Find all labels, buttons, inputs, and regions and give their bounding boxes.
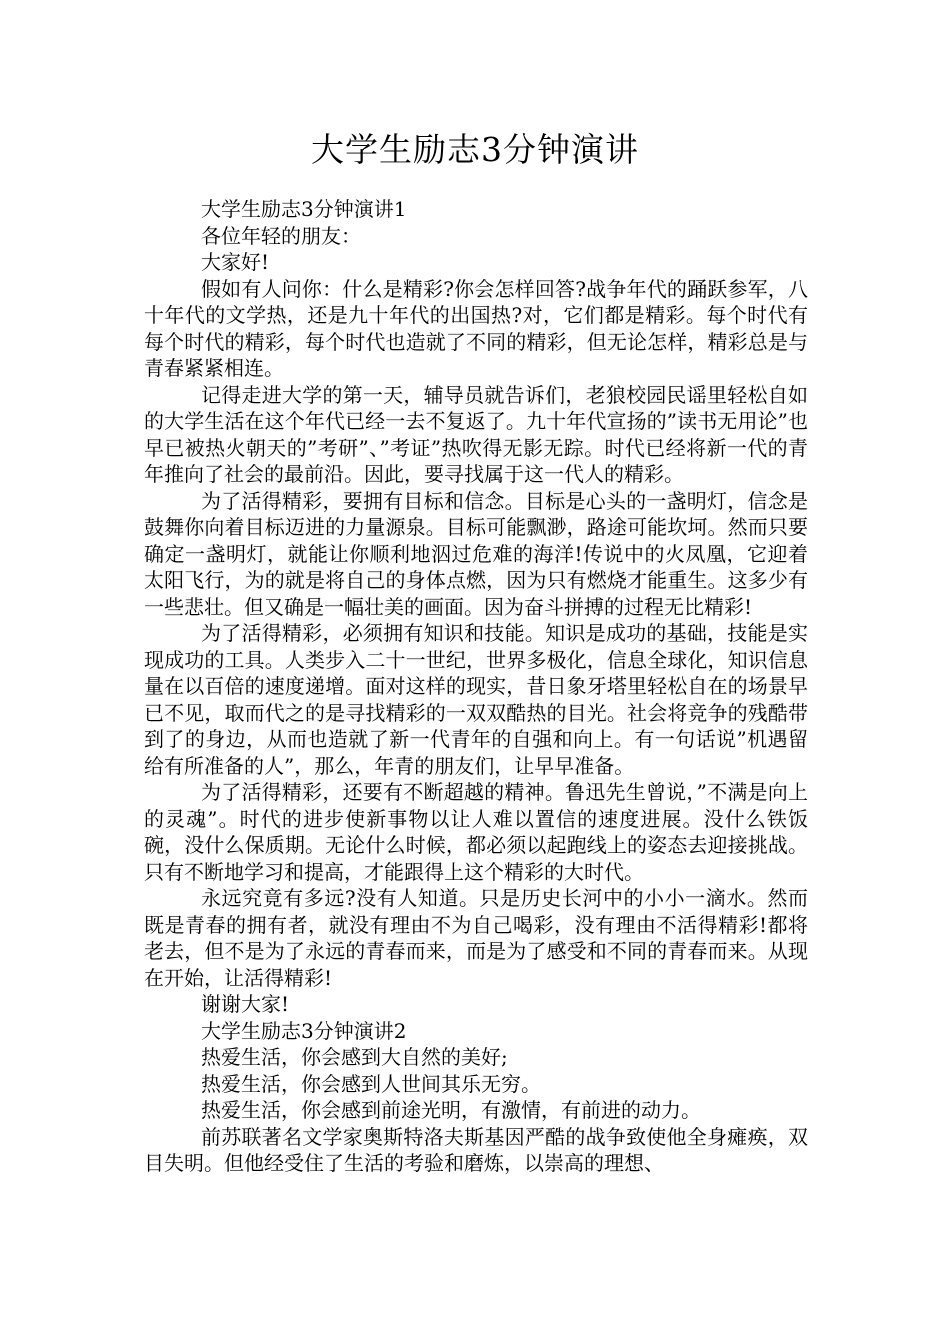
greeting: 大家好! [201,250,270,274]
paragraph: 前苏联著名文学家奥斯特洛夫斯基因严酷的战争致使他全身瘫痪，双目失明。但他经受住了生活的考验和磨炼，以崇高的理想、 [144,1124,808,1175]
salutation: 各位年轻的朋友： [201,223,361,248]
document-title: 大学生励志3分钟演讲 [311,130,639,169]
paragraph: 为了活得精彩，还要有不断超越的精神。鲁迅先生曾说，”不满是向上的灵魂”。时代的进步使新事物以让人难以置信的速度进展。没什么铁饭碗，没什么保质期。无论什么时候，都必须以起跑线上的姿态去迎接挑战。只有不断地学习和提高，才能跟得上这个精彩的大时代。 [144,780,808,884]
section-heading-1: 大学生励志3分钟演讲1 [201,197,407,221]
paragraph: 热爱生活，你会感到前途光明，有激情，有前进的动力。 [201,1098,701,1122]
document-body [144,196,808,1177]
paragraph: 永远究竟有多远?没有人知道。只是历史长河中的小小一滴水。然而既是青春的拥有者，就没有理由不为自己喝彩，没有理由不活得精彩!都将老去，但不是为了永远的青春而来，而是为了感受和不同的青春而来。从现在开始，让活得精彩! [144,886,808,990]
paragraph: 假如有人问你：什么是精彩?你会怎样回答?战争年代的踊跃参军，八十年代的文学热，还是九十年代的出国热?对，它们都是精彩。每个时代有每个时代的精彩，每个时代也造就了不同的精彩，但无论怎样，精彩总是与青春紧紧相连。 [144,276,808,380]
paragraph: 热爱生活，你会感到大自然的美好; [201,1045,508,1069]
paragraph: 记得走进大学的第一天，辅导员就告诉们，老狼校园民谣里轻松自如的大学生活在这个年代已经一去不复返了。九十年代宣扬的”读书无用论”也早已被热火朝天的”考研”、”考证”热吹得无影无踪。时代已经将新一代的青年推向了社会的最前沿。因此，要寻找属于这一代人的精彩。 [144,382,808,486]
paragraph: 热爱生活，你会感到人世间其乐无穷。 [201,1071,541,1096]
paragraph: 为了活得精彩，要拥有目标和信念。目标是心头的一盏明灯，信念是鼓舞你向着目标迈进的力量源泉。目标可能飘渺，路途可能坎坷。然而只要确定一盏明灯，就能让你顺利地泅过危难的海洋!传说中的火凤凰，它迎着太阳飞行，为的就是将自己的身体点燃，因为只有燃烧才能重生。这多少有一些悲壮。但又确是一幅壮美的画面。因为奋斗拼搏的过程无比精彩! [144,488,808,619]
section-heading-2: 大学生励志3分钟演讲2 [201,1018,407,1043]
closing: 谢谢大家! [201,992,290,1016]
paragraph: 为了活得精彩，必须拥有知识和技能。知识是成功的基础，技能是实现成功的工具。人类步入二十一世纪，世界多极化，信息全球化，知识信息量在以百倍的速度递增。面对这样的现实，昔日象牙塔里轻松自在的场景早已不见，取而代之的是寻找精彩的一双双酷热的目光。社会将竞争的残酷带到了的身边，从而也造就了新一代青年的自强和向上。有一句话说”机遇留给有所准备的人”，那么，年青的朋友们，让早早准备。 [144,621,808,778]
